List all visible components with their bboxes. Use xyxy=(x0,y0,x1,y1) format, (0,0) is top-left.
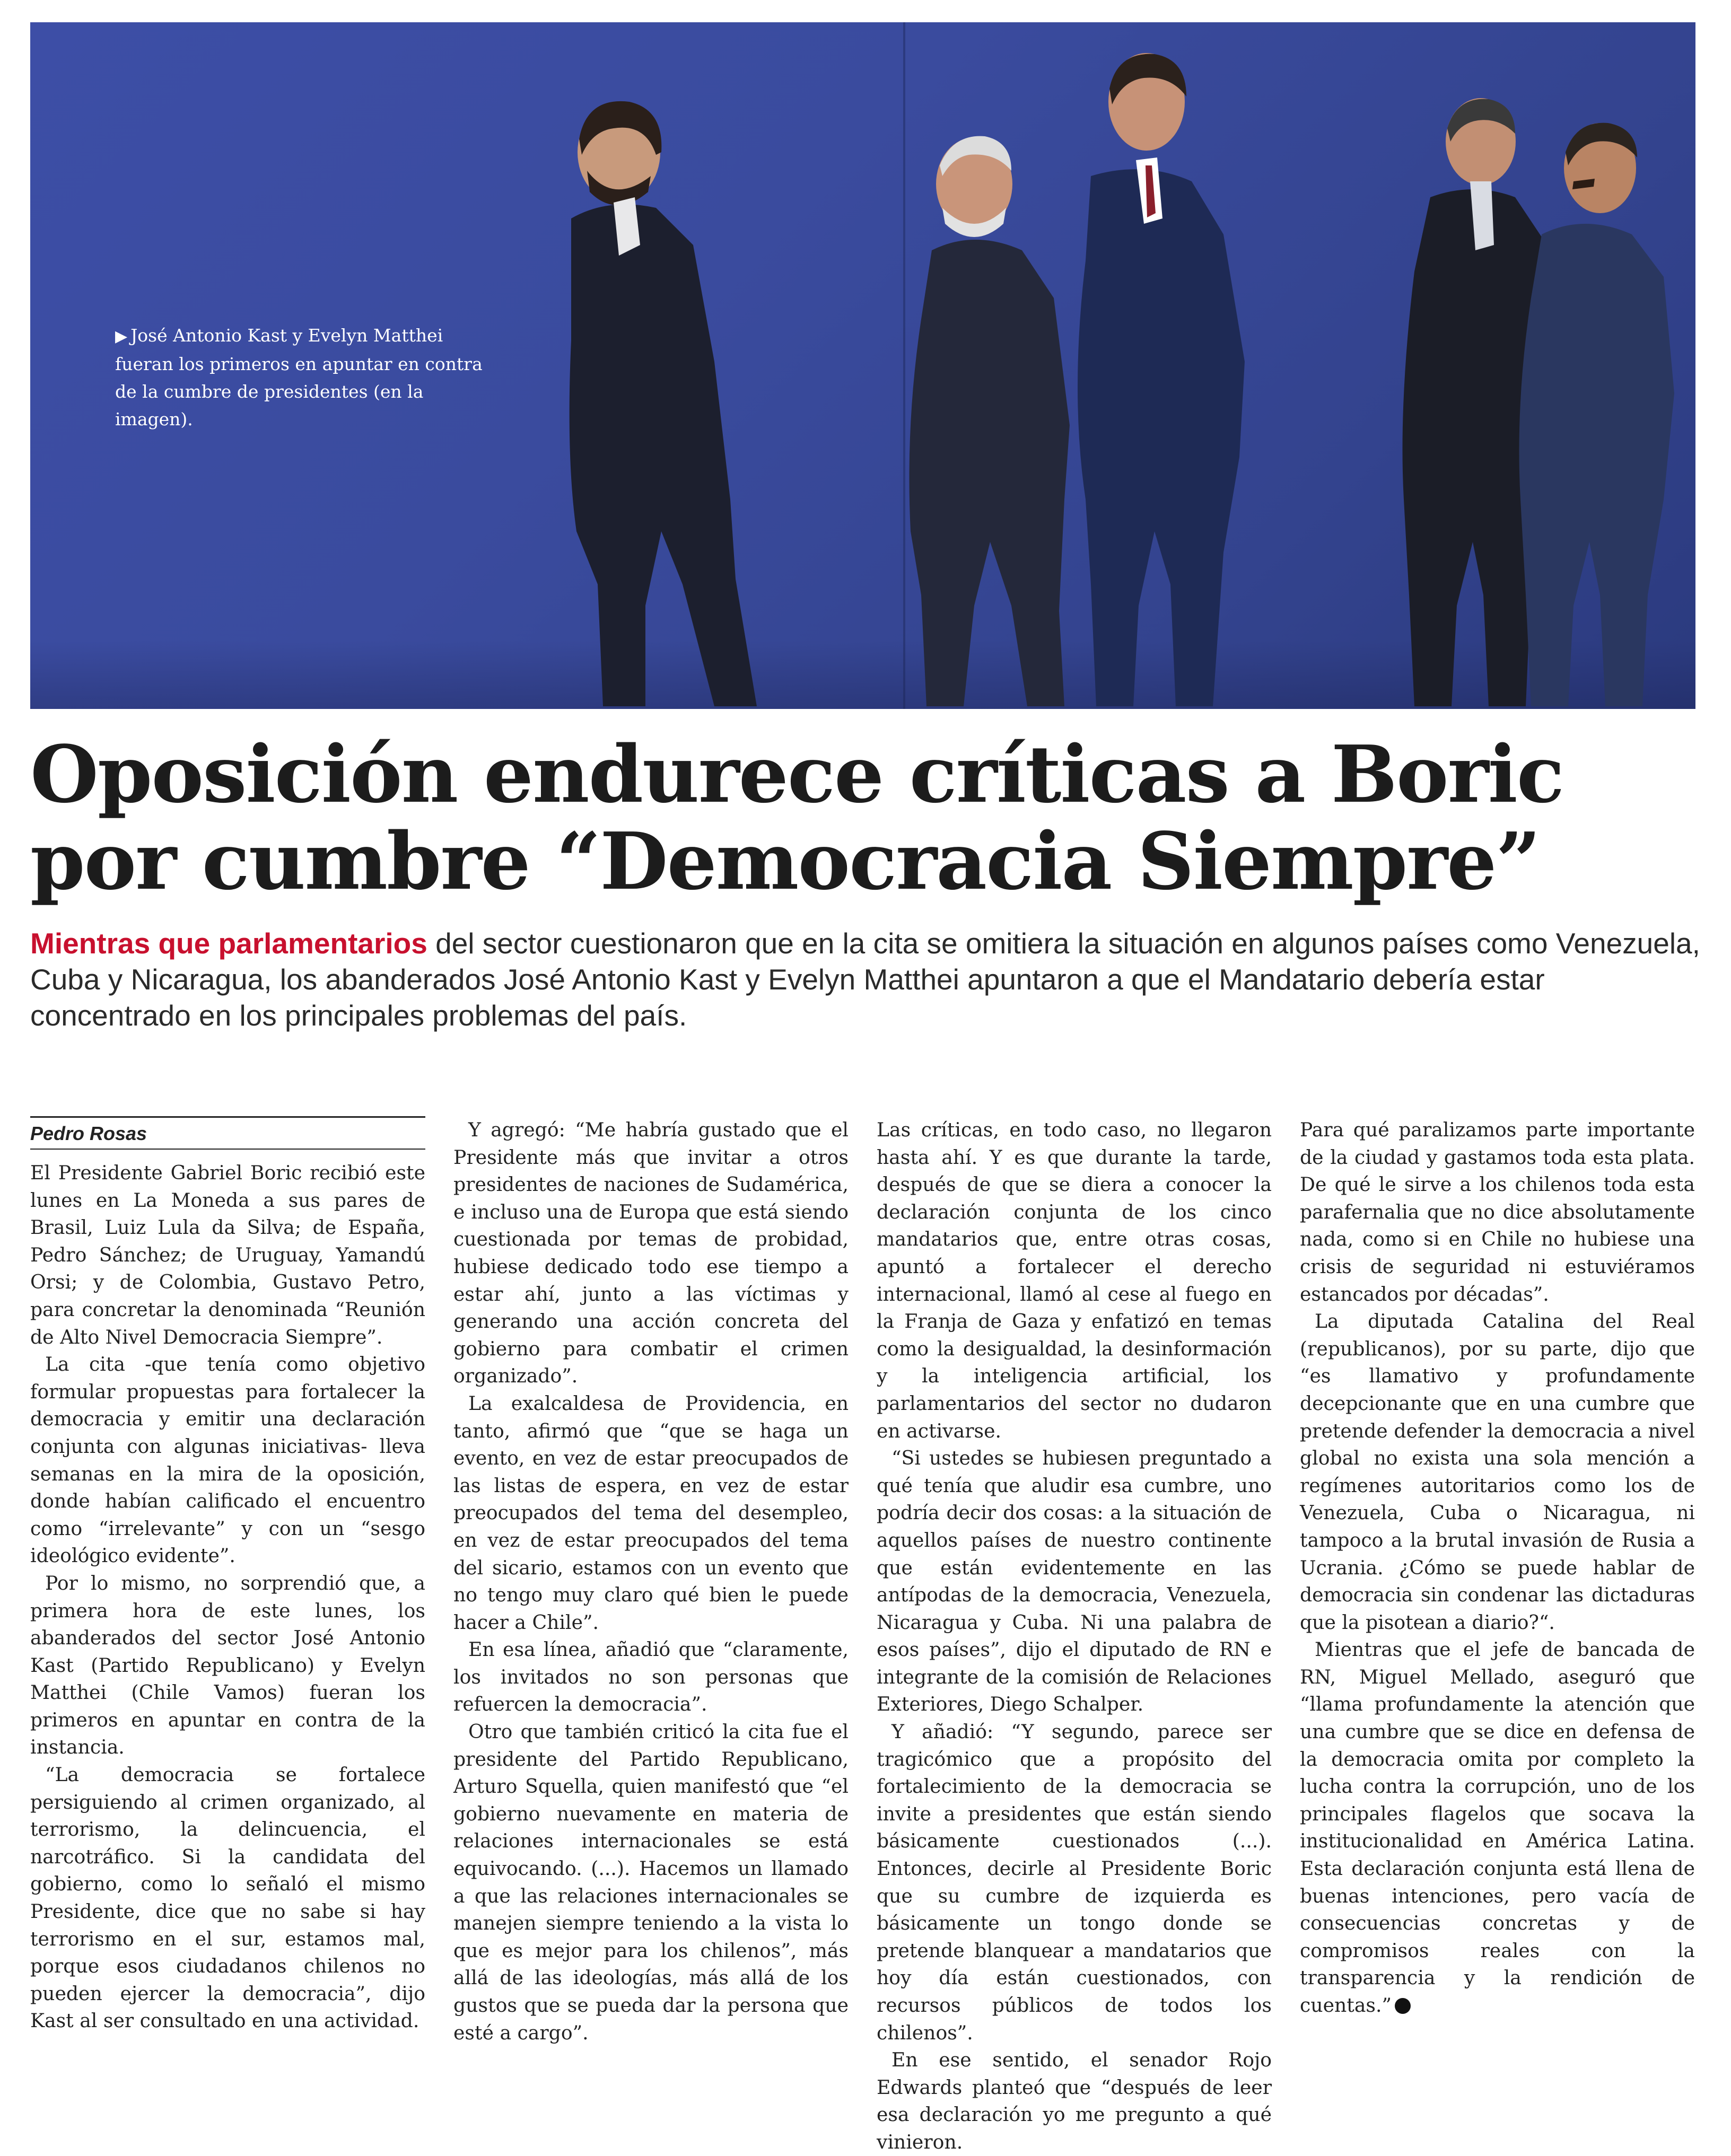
paragraph: Por lo mismo, no sorprendió que, a primera hora de este lunes, los abanderados del sector José Antonio Kast (Partido Republicano) y Evelyn Matthei (Chile Vamos) fueran los primeros en apuntar en contra de la instancia. xyxy=(30,1571,425,1759)
deck-lead: Mientras que parlamentarios xyxy=(30,927,427,960)
paragraph: Y añadió: “Y segundo, parece ser tragicómico que a propósito del fortalecimiento de la democracia se invite a presidentes que están siendo básicamente cuestionados (...). Entonces, decirle al Presidente Boric que su cumbre de izquierda es básicamente un tongo donde se pretende blanquear a mandatarios que hoy día están cuestionados, con recursos públicos de todos los chilenos”. xyxy=(877,1720,1272,2044)
byline-rule xyxy=(30,1116,425,1150)
headline-line-2: por cumbre “Democracia Siempre” xyxy=(30,815,1540,907)
lead-photo xyxy=(30,22,1695,709)
paragraph: Y agregó: “Me habría gustado que el Presidente más que invitar a otros presidentes de naciones de Sudamérica, e incluso una de Europa que está siendo cuestionada por temas de probidad, hubiese dedicado todo ese tiempo a estar ahí, junto a las víctimas y generando una acción concreta del gobierno para combatir el crimen organizado”. xyxy=(453,1118,849,1388)
paragraph: Para qué paralizamos parte importante de la ciudad y gastamos toda esta plata. De qué le sirve a los chilenos toda esta parafernalia que no dice absolutamente nada, como si en Chile no hubiese una crisis de seguridad ni estuviéramos estancados por décadas”. xyxy=(1300,1118,1695,1305)
paragraph: La diputada Catalina del Real (republicanos), por su parte, dijo que “es llamativo y profundamente decepcionante que en una cumbre que pretende defender la democracia a nivel global no exista una sola mención a regímenes autoritarios como los de Venezuela, Cuba o Nicaragua, ni tampoco a la brutal invasión de Rusia a Ucrania. ¿Cómo se puede hablar de democracia sin condenar las dictaduras que la pisotean a diario?“. xyxy=(1300,1310,1695,1634)
paragraph: “Si ustedes se hubiesen preguntado a qué tenía que aludir esa cumbre, uno podría decir dos cosas: a la situación de aquellos países de nuestro continente que están evidentemente en las antípodas de la democracia, Venezuela, Nicaragua y Cuba. Ni una palabra de esos países”, dijo el diputado de RN e integrante de la comisión de Relaciones Exteriores, Diego Schalper. xyxy=(877,1447,1272,1716)
deck-text: del sector cuestionaron que en la cita se omitiera la situación en algunos países como Venezuela, Cuba y Nicaragua, los abanderados José Antonio Kast y Evelyn Matthei apuntaron a que el Mandatario debería estar concentrado en los principales problemas del país. xyxy=(30,927,1700,1032)
article-column-2 xyxy=(453,1116,849,2044)
paragraph-text: Mientras que el jefe de bancada de RN, Miguel Mellado, aseguró que “llama profundamente la atención que una cumbre que se dice en defensa de la democracia omita por completo la lucha contra la corrupción, uno de los principales flagelos que socava la institucionalidad en América Latina. Esta declaración conjunta está llena de buenas intenciones, pero vacía de consecuencias concretas y de compromisos reales con la transparencia y la rendición de cuentas.” xyxy=(1300,1638,1695,2017)
byline: Pedro Rosas xyxy=(30,1123,147,1144)
paragraph: En ese sentido, el senador Rojo Edwards planteó que “después de leer esa declaración yo me pregunto a qué vinieron. xyxy=(877,2048,1272,2153)
deck xyxy=(30,925,1701,1033)
end-mark-icon xyxy=(1395,1998,1411,2014)
headline xyxy=(30,728,1701,907)
figure-2 xyxy=(910,136,1070,706)
article-column-1 xyxy=(30,1116,425,2032)
article-column-4 xyxy=(1300,1116,1695,2017)
article-column-3 xyxy=(877,1116,1272,2153)
headline-line-1: Oposición endurece críticas a Boric xyxy=(30,728,1563,820)
photo-caption-text: José Antonio Kast y Evelyn Matthei fueran los primeros en apuntar en contra de la cumbre de presidentes (en la imagen). xyxy=(115,325,483,430)
caption-triangle-icon: ▶ xyxy=(115,327,128,346)
paragraph: En esa línea, añadió que “claramente, los invitados no son personas que refuercen la democracia”. xyxy=(453,1638,849,1716)
paragraph: Las críticas, en todo caso, no llegaron hasta ahí. Y es que durante la tarde, después de que se diera a conocer la declaración conjunta de los cinco mandatarios que, entre otras cosas, apuntó a fortalecer el derecho internacional, llamó al cese al fuego en la Franja de Gaza y enfatizó en temas como la desigualdad, la desinformación y la inteligencia artificial, los parlamentarios del sector no dudaron en activarse. xyxy=(877,1118,1272,1442)
figure-5 xyxy=(1519,123,1675,706)
paragraph: Otro que también criticó la cita fue el presidente del Partido Republicano, Arturo Squella, quien manifestó que “el gobierno nuevamente en materia de relaciones internacionales se está equivocando. (...). Hacemos un llamado a que las relaciones internacionales se manejen siempre teniendo a la vista lo que es mejor para los chilenos”, más allá de las ideologías, más allá de los gustos que se pueda dar la persona que esté a cargo”. xyxy=(453,1720,849,2044)
paragraph: La exalcaldesa de Providencia, en tanto, afirmó que “que se haga un evento, en vez de estar preocupados de las listas de espera, en vez de estar preocupados del tema del desempleo, en vez de estar preocupados del tema del sicario, estamos con un evento que no tengo muy claro qué bien le puede hacer a Chile”. xyxy=(453,1391,849,1634)
figure-1 xyxy=(570,101,757,706)
paragraph: El Presidente Gabriel Boric recibió este lunes en La Moneda a sus pares de Brasil, Luiz Lula da Silva; de España, Pedro Sánchez; de Uruguay, Yamandú Orsi; y de Colombia, Gustavo Petro, para concretar la denominada “Reunión de Alto Nivel Democracia Siempre”. xyxy=(30,1161,425,1348)
photo-caption xyxy=(115,322,497,433)
figure-3 xyxy=(1078,53,1245,706)
paragraph: La cita -que tenía como objetivo formular propuestas para fortalecer la democracia y emitir una declaración conjunta con algunas iniciativas- lleva semanas en la mira de la oposición, donde habían calificado el encuentro como “irrelevante” y con un “sesgo ideológico evidente”. xyxy=(30,1353,425,1567)
paragraph: “La democracia se fortalece persiguiendo al crimen organizado, al terrorismo, la delincuencia, el narcotráfico. Si la candidata del gobierno, como lo señaló el mismo Presidente, dice que no sabe si hay terrorismo en el sur, estamos mal, porque esos ciudadanos chilenos no pueden ejercer la democracia”, dijo Kast al ser consultado en una actividad. xyxy=(30,1763,425,2032)
paragraph xyxy=(1300,1636,1695,2019)
